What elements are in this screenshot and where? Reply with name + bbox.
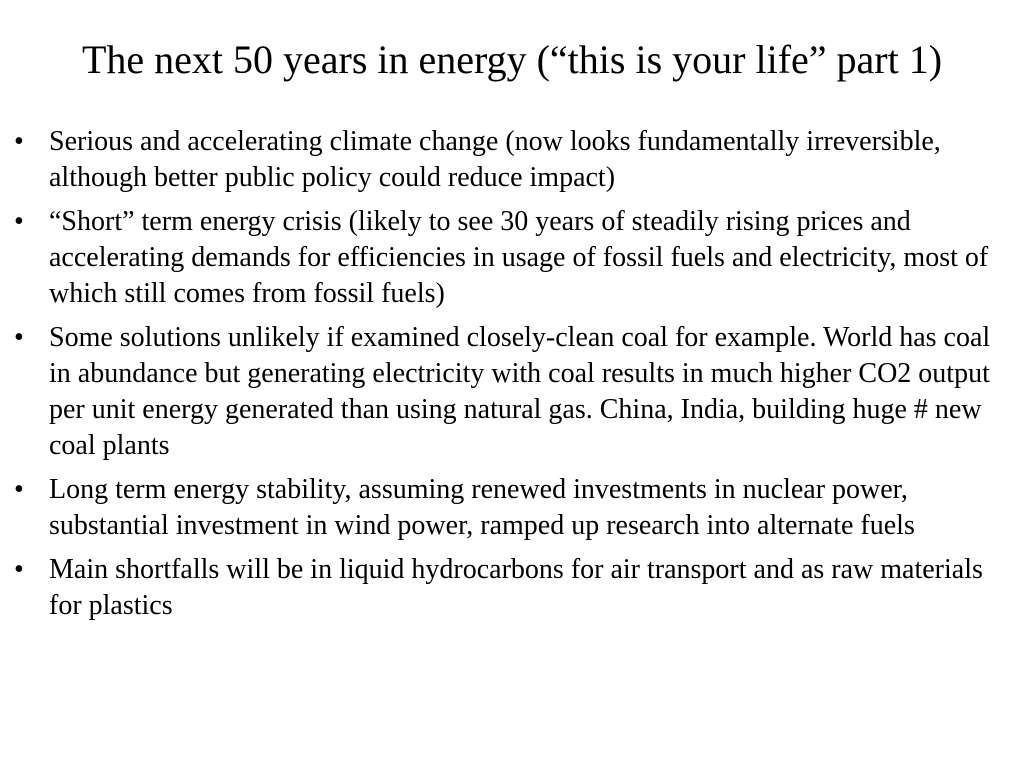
bullet-item xyxy=(14,320,1014,464)
bullet-item xyxy=(14,124,1014,196)
bullet-item xyxy=(14,204,1014,312)
bullet-text: Serious and accelerating climate change (now looks fundamentally irreversible, although better public policy could reduce impact) xyxy=(49,126,941,193)
bullet-marker: • xyxy=(14,554,24,585)
bullet-text: Long term energy stability, assuming renewed investments in nuclear power, substantial investment in wind power, ramped up research into alternate fuels xyxy=(49,474,915,541)
bullet-item xyxy=(14,552,1014,624)
bullet-marker: • xyxy=(14,206,24,237)
bullet-marker: • xyxy=(14,126,24,157)
bullet-item xyxy=(14,472,1014,544)
bullet-marker: • xyxy=(14,474,24,505)
bullet-list xyxy=(14,124,1014,632)
slide-title: The next 50 years in energy (“this is your life” part 1) xyxy=(81,37,943,82)
bullet-text: Some solutions unlikely if examined closely-clean coal for example. World has coal in abundance but generating electricity with coal results in much higher CO2 output per unit energy generated than using natural gas. China, India, building huge # new coal plants xyxy=(49,322,991,461)
bullet-text: “Short” term energy crisis (likely to see 30 years of steadily rising prices and accelerating demands for efficiencies in usage of fossil fuels and electricity, most of which still comes from fossil fuels) xyxy=(49,206,989,309)
bullet-marker: • xyxy=(14,322,24,353)
bullet-text: Main shortfalls will be in liquid hydrocarbons for air transport and as raw materials for plastics xyxy=(49,554,983,621)
